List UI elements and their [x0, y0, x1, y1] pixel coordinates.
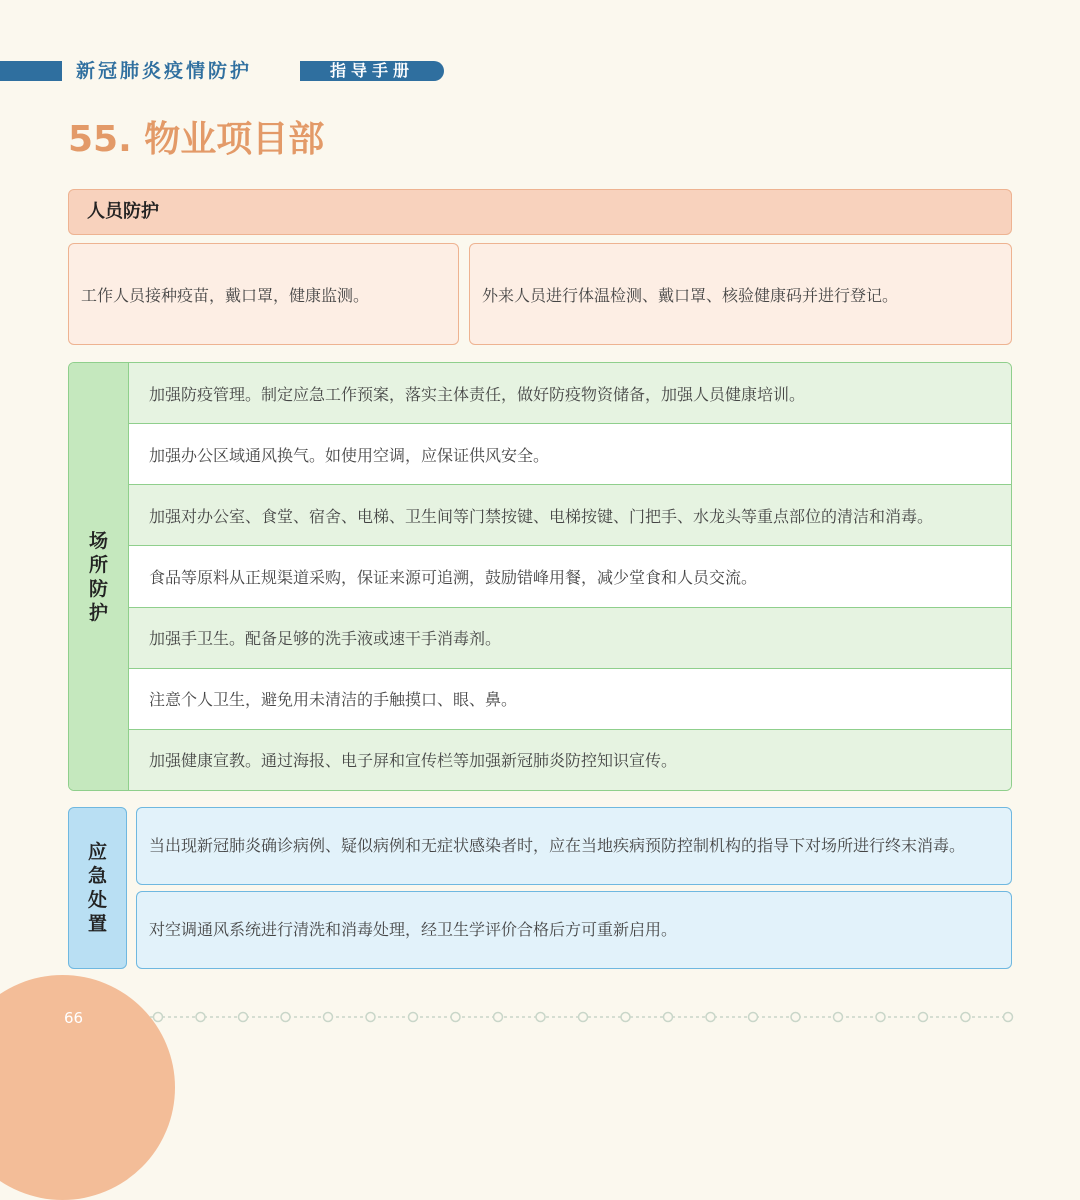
personnel-item-visitors [469, 243, 1012, 345]
footer-dot [876, 1013, 885, 1022]
emergency-item-text: 对空调通风系统进行清洗和消毒处理，经卫生学评价合格后方可重新启用。 [149, 920, 678, 939]
footer-dot [281, 1013, 290, 1022]
list-item-text: 加强办公区域通风换气。如使用空调，应保证供风安全。 [149, 445, 550, 465]
list-item [129, 546, 1011, 607]
header-accent-bar [0, 61, 62, 81]
list-item [129, 669, 1011, 730]
header-title: 新冠肺炎疫情防护 [76, 60, 253, 82]
footer-dotted-line [150, 1010, 1014, 1024]
footer-dot [154, 1013, 163, 1022]
header-tag: 指导手册 [300, 61, 444, 81]
personnel-item-text: 外来人员进行体温检测、戴口罩、核验健康码并进行登记。 [482, 285, 899, 305]
footer-dot [621, 1013, 630, 1022]
footer-dot [366, 1013, 375, 1022]
emergency-item-ventilation [136, 891, 1012, 969]
footer-dot [1004, 1013, 1013, 1022]
list-item [129, 424, 1011, 485]
footer-dot [451, 1013, 460, 1022]
footer-decor-circle [0, 975, 175, 1200]
footer-dot [919, 1013, 928, 1022]
emergency-item-disinfection [136, 807, 1012, 885]
list-item [129, 485, 1011, 546]
footer-dot [324, 1013, 333, 1022]
footer-dot [664, 1013, 673, 1022]
place-protection-label-cell [69, 363, 129, 790]
page-number: 66 [64, 1009, 84, 1027]
place-protection-section [68, 362, 1012, 791]
footer-dot [961, 1013, 970, 1022]
footer-dot [494, 1013, 503, 1022]
footer-dot [409, 1013, 418, 1022]
emergency-item-text: 当出现新冠肺炎确诊病例、疑似病例和无症状感染者时，应在当地疾病预防控制机构的指导下对场所进行终末消毒。 [149, 836, 966, 855]
footer-dot [196, 1013, 205, 1022]
place-protection-list [129, 363, 1011, 790]
page-title: 55. 物业项目部 [68, 119, 325, 160]
personnel-heading: 人员防护 [68, 189, 1012, 235]
footer-dot [749, 1013, 758, 1022]
list-item [129, 363, 1011, 424]
personnel-item-text: 工作人员接种疫苗，戴口罩，健康监测。 [81, 285, 370, 305]
list-item-text: 加强手卫生。配备足够的洗手液或速干手消毒剂。 [149, 629, 502, 649]
list-item-text: 加强防疫管理。制定应急工作预案，落实主体责任，做好防疫物资储备，加强人员健康培训。 [149, 384, 806, 404]
footer-dot [706, 1013, 715, 1022]
place-protection-label: 场所防护 [88, 529, 108, 624]
personnel-item-staff [68, 243, 459, 345]
emergency-label-cell [68, 807, 127, 969]
emergency-label: 应急处置 [87, 841, 107, 935]
list-item [129, 730, 1011, 790]
footer-dot [834, 1013, 843, 1022]
footer-dot [536, 1013, 545, 1022]
list-item [129, 608, 1011, 669]
list-item-text: 加强健康宣教。通过海报、电子屏和宣传栏等加强新冠肺炎防控知识宣传。 [149, 751, 678, 771]
footer-dot [239, 1013, 248, 1022]
footer-dot [791, 1013, 800, 1022]
list-item-text: 食品等原料从正规渠道采购，保证来源可追溯，鼓励错峰用餐，减少堂食和人员交流。 [149, 567, 758, 587]
list-item-text: 加强对办公室、食堂、宿舍、电梯、卫生间等门禁按键、电梯按键、门把手、水龙头等重点部位的清洁和消毒。 [149, 506, 934, 526]
list-item-text: 注意个人卫生，避免用未清洁的手触摸口、眼、鼻。 [149, 690, 518, 710]
footer-dot [579, 1013, 588, 1022]
